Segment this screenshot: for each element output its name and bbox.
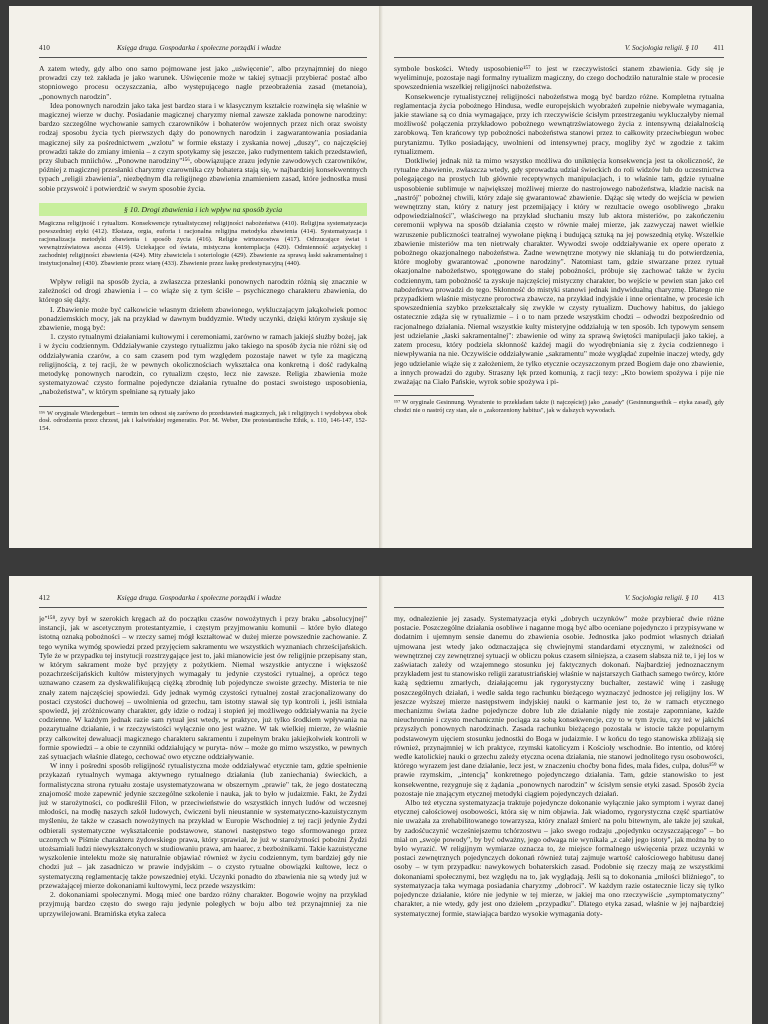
paragraph: symbole boskości. Wtedy usposobienie¹⁵⁷ to jest w rzeczywistości stanem zbawienia. Gdy się je wyeliminuje, pozostaje nagi formalny rytualizm magiczny, do czego dochodziło naturalnie stale w procesie spowszednienia wszelkiej religijności nabożeństwa. <box>394 64 724 92</box>
page-number: 412 <box>39 594 50 602</box>
footnote-rule <box>394 395 474 396</box>
footnote: ¹⁵⁷ W oryginale Gesinnung. Wyrażenie to przekładam także (i najczęściej) jako „zasady" (Gesinnungsethik – etyka zasad), gdy chodzi nie o nastrój czy stan, ale o „zakorzeniony habitus", jak w dalszych wywodach. <box>394 399 724 414</box>
running-title: V. Socjologia religii. § 10 <box>624 44 698 52</box>
section-abstract: Magiczna religijność i rytualizm. Konsekwencje rytualistycznej religijności nabożeństwa (410). Religijna systematyzacja powszedniej etyki (412). Ekstaza, orgia, euforia i racjonalna religijna metodyka zbawienia (414). Systematyzacja i racjonalizacja metodyki zbawienia i sposób życia (416). Religie wirtuozostwa (417). Odrzucające świat i wewnątrzświatowa asceza (419). Uciekające od świata, mistyczna kontemplacja (420). Odmienność azjatyckiej i zachodniej religijności zbawienia (424). Mity zbawiciela i soteriologie (429). Zbawienie za sprawą łaski sakramentalnej i instytucjonalnej (430). Zbawienie przez wiarę (433). Zbawienie przez łaskę predestynacyjną (440). <box>39 220 367 268</box>
paragraph: Idea ponownych narodzin jako taka jest bardzo stara i w klasycznym kształcie rozwinęła się właśnie w magicznej wierze w duchy. Posiadanie magicznej charyzmy niemal zawsze zakłada ponowne narodziny: bardzo szczególne wychowanie samych czarowników i bohaterów wojennych przez nich oraz swoisty rodzaj sposobu życia tych pierwszych dąży do ponownych narodzin i zagwarantowania posiadania magicznej siły za pośrednictwem „wzlotu" w formie ekstazy i zyskania nowej „duszy", co najczęściej prowadzi także do zmiany imienia – z czym spotykamy się jeszcze, jako rudymentem takich przedstawień, przy ślubach mniichów. „Ponowne narodziny"¹⁵⁶, obowiązujące zrazu jedynie zawodowych czarowników, później z magicznej przesłanki charyzmy czarownika czy bohatera stają się, w najbardziej konsekwentnych typach „religii zbawienia", niezbędnym dla religijnego zbawienia znamieniem zasad, które jednostka musi sobie przyswoić i potwierdzić w swym sposobie życia. <box>39 100 367 193</box>
paragraph: W inny i pośredni sposób religijność rytualistyczna może oddziaływać etycznie tam, gdzie spełnienie przykazań rytualnych wymaga aktywnego rytualnego działania (lub zaniechania) świeckich, a formalistyczna strona rytuału zostaje usystematyzowana w obszernym „prawie" tak, że jego dostateczną znajomość może zapewnić jedynie szczególne szkolenie i nauka, jak to było w judaizmie. Fakt, że Żydzi już w starożytności, co podkreślił Filon, w przeciwieństwie do wszystkich innych ludów od wczesnej młodości, na modłę naszych szkół ludowych, ćwiczeni byli nieustannie w systematyczno-kazuistycznym myśleniu, że także w czasach nowożytnych na przykład w Europie Wschodniej z tej racji jedynie Żydzi odbierali systematyczne wykształcenie podstawowe, stanowi następstwo tego sformowanego przez uczonych w Piśmie charakteru żydowskiego prawa, który sprawiał, że już w starożytności pobożni Żydzi utożsamiali ludzi niewykształconych w studiowaniu prawa, am haarec, z bezbożnikami. Takie kazuistyczne wyszkolenie intelektu może się naturalnie objawiać również w życiu codziennym, tym bardziej gdy nie chodzi już – jak zasadniczo w prawie indyjskim – o czysto rytualne obowiązki kultowe, lecz o systematyczną reglamentację także powszedniej etyki. Uczynki ponadto do zbawienia nie są wtedy już w przeważającej mierze dokonaniami kultowymi, lecz przede wszystkim: <box>39 761 367 890</box>
footnote-rule <box>39 406 119 407</box>
running-title: Księga druga. Gospodarka i społeczne porządki i władze <box>117 594 282 602</box>
page-fold <box>379 576 383 1024</box>
page-412 <box>39 576 367 1024</box>
running-header <box>39 594 367 608</box>
paragraph: my, odnalezienie jej zasady. Systematyzacja etyki „dobrych uczynków" może przybierać dwie różne postacie. Poszczególne działania osobliwe i naganne mogą być albo oceniane pojedynczo i przypisywane w dodatnim i ujemnym sensie danemu do zbawienia osobie. Jednostka jako podmiot własnych działań ujmowana jest wtedy jako odznaczająca się chwiejnymi standardami etycznymi, w zależności od wewnętrznej czy zewnętrznej sytuacji w obliczu pokus czasem silniejsza, a czasem słabsza niż te, i jej los w zaświatach zależy od wzajemnego stosunku jej faktycznych dokonań. Najbardziej jednoznacznym przykładem jest tu stanowisko religii zaratustriańskiej właśnie w najstarszych Gathach samego twórcy, które każą sędziemu zmarłych, działającemu jak rygorystyczny buchalter, zestawić winę i zasługę poszczególnych działań, i wedle salda tego rachunku bieżącego wyznaczyć jednostce jej religijny los. W jeszcze wyższej mierze następstwem indyjskiej nauki o karmanie jest to, że w ramach etycznego mechanizmu świata żadne pojedyncze dobre lub złe działanie nigdy nie zostaje zapomniane, każde nieuchronnie i czysto mechanicznie pociąga za sobą konsekwencje, czy to w tym życiu, czy też w jakichś przyszłych ponownych narodzinach. Zasada rachunku bieżącego pozostała w istocie także popularnym podstawowym ujęciem stosunku jednostki do Boga w judaizmie. I w końcu do tego stanowiska zbliżają się również, przynajmniej w ich praktyce, rzymski katolicyzm i Kościoły wschodnie. Bo intentio, od której wedle katolickiej nauki o grzechu zależy etyczna ocena działania, nie stanowi jednolitego rysu osobowości, którego wyrazem jest dane działanie, lecz jest, w znaczeniu choćby bona fides, mala fides, culpa, dolus¹⁵⁹ w prawie rzymskim, „intencją" konkretnego pojedynczego działania. Tam, gdzie stanowisko to jest konsekwentne, rezygnuje się z żądania „ponownych narodzin" w ścisłym sensie etyki zasad. Sposób życia pozostaje nie znającym etycznej metodyki ciągiem pojedynczych działań. <box>394 614 724 798</box>
page-text <box>394 64 724 415</box>
running-header <box>394 44 724 58</box>
paragraph: 2. dokonaniami społecznymi. Mogą mieć one bardzo różny charakter. Bogowie wojny na przykład przyjmują bardzo często do swego raju jedynie poległych w boju albo też przynajmniej za nie uprzywilejowani. Bramińska etyka zaleca <box>39 890 367 918</box>
paragraph: Konsekwencje rytualistycznej religijności nabożeństwa mogą być bardzo różne. Kompletna rytualna reglamentacja życia pobożnego Hindusa, wedle europejskich wyobrażeń zupełnie niebywałe wymagania, jakie stawiane są co dnia wymagające, przy ich rzeczywiście ścisłym przestrzeganiu wykluczałyby niemal możliwość połączenia przykładowo pobożnego wewnątrzświatowego życia z intensywną działalnością zarobkową. Ten krańcowy typ pobożności nabożeństwa stanowi przez to całkowity przeciwbiegun wobec purytanizmu. Tylko posiadający, uwolnieni od intensywnej pracy, mogliby żyć w zgodzie z takim rytualizmem. <box>394 91 724 156</box>
page-fold <box>379 6 383 548</box>
paragraph: Wpływ religii na sposób życia, a zwłaszcza przesłanki ponownych narodzin różnią się znacznie w zależności od drogi zbawienia i – co wiąże się z tym ściśle – psychicznego charakteru zbawienia, do którego się dąży. <box>39 277 367 305</box>
footnote: ¹⁵⁶ W oryginale Wiedergeburt – termin ten odnosi się zarówno do przedstawień magicznych, jak i religijnych i wydobywa obok dosł. odrodzenia przez chrzest, jak i kalwińskiej regeneratio. Por. M. Weber, Die protestantische Ethik, s. 110, 146-147, 152-154. <box>39 409 367 433</box>
running-header <box>39 44 367 58</box>
section-heading-highlighted: § 10. Drogi zbawienia i ich wpływ na sposób życia <box>39 203 367 216</box>
paragraph: Albo też etyczna systematyzacja traktuje pojedyncze dokonanie wyłącznie jako symptom i wyraz danej etycznej całościowej osobowości, która się w nim objawia. Jak wiadomo, rygorystyczna część spartiatów nie uważała za zrehabilitowanego towarzysza, który znalazł śmierć na polu bitewnym, ale także jej szukał, by zadośćuczynić wcześniejszemu tchórzostwu – jako swego rodzaju „pojedynku oczyszczającego" – bo miał on „swoje powody", by być odważny, jego odwaga nie wynikała „z całej jego istoty", jak można by to było wyrazić. W religijnym wymiarze oznacza to, że miejsce formalnego uświęcenia przez uczynki w postaci zewnętrznych pojedynczych dokonań również tutaj zajmuje wartość całościowego habitusu danej osoby – w tym przypadku: nawykowych bohaterskich zasad. Podobnie się rzeczy mają ze wszystkimi dokonaniami społecznymi, bez względu na to, jak wyglądają. Jeśli są to dokonania „miłości bliźniego", to systematyzacja taka wymaga posiadania charyzmy „dobroci". W każdym razie ostatecznie liczy się tylko pojedyncze działanie, które nie jedynie w tej mierze, w jakiej ma ono rzeczywiście „symptomatyczny" charakter, a nie wtedy, gdy jest ono dziełem „przypadku". Dlatego etyka zasad, właśnie w jej najbardziej systematycznej formie, stawiająca bardzo wysokie wymagania doty- <box>394 798 724 918</box>
paragraph: I. Zbawienie może być całkowicie własnym dziełem zbawionego, wykluczającym jakąkolwiek pomoc ponadziemskich mocy, jak na przykład w dawnym buddyzmie. Wtedy uczynki, dzięki którym zyskuje się zbawienie, mogą być: <box>39 304 367 333</box>
book-spread-top <box>9 6 752 548</box>
book-spread-bottom <box>9 576 752 1024</box>
page-text <box>39 64 367 433</box>
page-413 <box>394 576 724 1024</box>
page-number: 410 <box>39 44 50 52</box>
page-411 <box>394 6 724 548</box>
paragraph: je"¹⁵⁸, zyvy był w szerokich kręgach aż do początku czasów nowożytnych i przy braku „absolucyjnej" instancji, jak w ascetycznym protestantyzmie, i częstym przyjmowaniu komunii – które było dlatego istotną oznaką pobożności – w rzeczy samej mógł kształtować w dużej mierze powszednie zachowanie. Z tego wynika wymóg spowiedzi przed przyjęciem sakramentu we wszystkich wyznaniach chrześcijańskich. Tyle że w przypadku tej instytucji rozstrzygające jest to, jaki mianowicie jest ów religijnie przepisany stan, w którym sakrament może być przyjęty z pożytkiem. Niemal wszystkie antyczne i większość pozachrześcijańskich kultów misteryjnych wymagały tu jedynie czystości rytualnej, a oprócz tego uznawano czasem za dyskwalifikującą ciężką zbrodnię lub pojedyncze swoiste grzechy. Misteria te nie znały zatem najczęściej spowiedzi. Gdy jednak wymóg czystości rytualnej został zracjonalizowany do postaci czystości duchowej – uwolnienia od grzechu, tam istotny stawał się typ kontroli i, jeśli istniała spowiedź, jej zróżnicowany charakter, gdy idzie o rodzaj i stopień jej możliwego oddziaływania na życie codzienne. W każdym jednak razie sam rytuał jest wtedy, w praktyce, już tylko środkiem wpływania na pozarytualne działanie, i w rzeczywistości wyłącznie ono jest ważne. W tak wielkiej mierze, że właśnie przy całkowitej dewaluacji magicznego charakteru sakramentu i zupełnym braku jakiejkolwiek kontroli w formie spowiedzi – a obie te czynniki oddziałujący w puryta- nów – może go mimo wszystko, w pewnych zaś sytuacjach właśnie dlatego, cechować owo etyczne oddziaływanie. <box>39 614 367 762</box>
paragraph: 1. czysto rytualnymi działaniami kultowymi i ceremoniami, zarówno w ramach jakiejś służby bożej, jak i w życiu codziennym. Oddziaływanie czystego rytualizmu jako takiego na sposób życia nie różni się od oddziaływania czarów, a co sam czasem pod tym względem pozostaje nawet w tyle za magiczną religijnością, z tej racji, że w pewnych okolicznościach wykształca ona konkretną i dość radykalną metodykę ponownych narodzin, co rytualizm często, lecz nie zawsze. Religia zbawienia może systematyzować czysto formalne pojedyncze działania rytualne do postaci swoistego usposobienia, „nabożeństwa", w którym spełniane są rytuały jako <box>39 332 367 397</box>
paragraph: Dotkliwiej jednak niż ta mimo wszystko możliwa do uniknięcia konsekwencja jest ta okoliczność, że rytualne zbawienie, zwłaszcza wtedy, gdy sprowadza udział świeckich do roli widzów lub do uczestnictwa polegającego na prostych lub głównie receptywnych manipulacjach, i to właśnie tam, gdzie rytualne usposobienie sublimuje w największej możliwej mierze do nastrojowego nabożeństwa, kładzie nacisk na „nastrój" pobożnej chwili, który zdaje się gwarantować zbawienie. Dążąc się wtedy do wejścia w pewien wewnętrzny stan, który z natury jest przemijający i który w rezultacie owego osobliwego „braku odpowiedzialności", właściwego na przykład słuchaniu mszy lub aktora misteriów, po zakończeniu ceremonii wpływa na sposób działania często w równie małej mierze, jak zazwyczaj nawet wielkie wzruszenie publiczności teatralnej wywołane piękną i budującą sztuką na jej powszednią etykę. Wszelkie zbawienie misteriów ma ten nietrwały charakter. Wywodzi swoje oddziaływanie ex opere operato z pobożnego okazjonalnego nabożeństwa. Żadne wewnętrzne motywy nie skłaniają tu do potwierdzenia, które mogłoby gwarantować „ponowne narodziny". Natomiast tam, gdzie stwarzane przez rytuał okazjonalne nabożeństwo, spotęgowane do stałej pobożności, próbuje się zachować także w życiu codziennym, tam pobożność ta zyskuje najczęściej mistyczny charakter, bo wejście w pewien stan jako cel nabożeństwa prowadzi do tego. Skłonność do mistyki stanowi jednak indywidualną charyzmę. Dlatego nie przypadkiem właśnie mistyczne proroctwa zbawcze, na przykład indyjskie i inne orientalne, w procesie ich spowszednienia szybko przekształcały się zwykle w czysty rytualizm. Duchowy habitus, do jakiego ostatecznie zdąża się w rytualizmie – i o to nam przede wszystkim chodzi – odwodzi bezpośrednio od racjonalnego działania. Niemal wszystkie kulty misteryjne oddziałują w ten sposób. Ich typowym sensem jest udzielanie „łaski sakramentalnej": zbawienie od winy za sprawą świętości manipulacji jako takiej, a zatem procesu, który podziela skłonność każdej magii do wyodrębniania się z życia codziennego i niewpływania na nie. Oczywiście oddziaływanie „sakramentu" może wyglądać zupełnie inaczej wtedy, gdy jego udzielanie wiąże się z założeniem, że tylko etycznie oczyszczonym przed Bogiem daje ono zbawienie, a innych prowadzi do zguby. Straszny lęk przed komunią, z racji tezy: „Kto bowiem spożywa i pije nie zważając na Ciało Pańskie, wyrok sobie spożywa i pi- <box>394 156 724 386</box>
paragraph: A zatem wtedy, gdy albo ono samo pojmowane jest jako „uświęcenie", albo przynajmniej do niego prowadzi czy też zakłada je jako warunek. Uświęcenie może w takiej sytuacji przybierać postać albo stopniowego procesu oczyszczania, albo występującego nagle przeobrażenia zasad (metanoia), „ponownych narodzin". <box>39 64 367 101</box>
running-header <box>394 594 724 608</box>
page-410 <box>39 6 367 548</box>
running-title: Księga druga. Gospodarka i społeczne porządki i władze <box>117 44 282 52</box>
page-number: 411 <box>713 44 724 52</box>
page-text <box>394 614 724 918</box>
running-title: V. Socjologia religii. § 10 <box>624 594 698 602</box>
page-text <box>39 614 367 918</box>
page-number: 413 <box>713 594 724 602</box>
